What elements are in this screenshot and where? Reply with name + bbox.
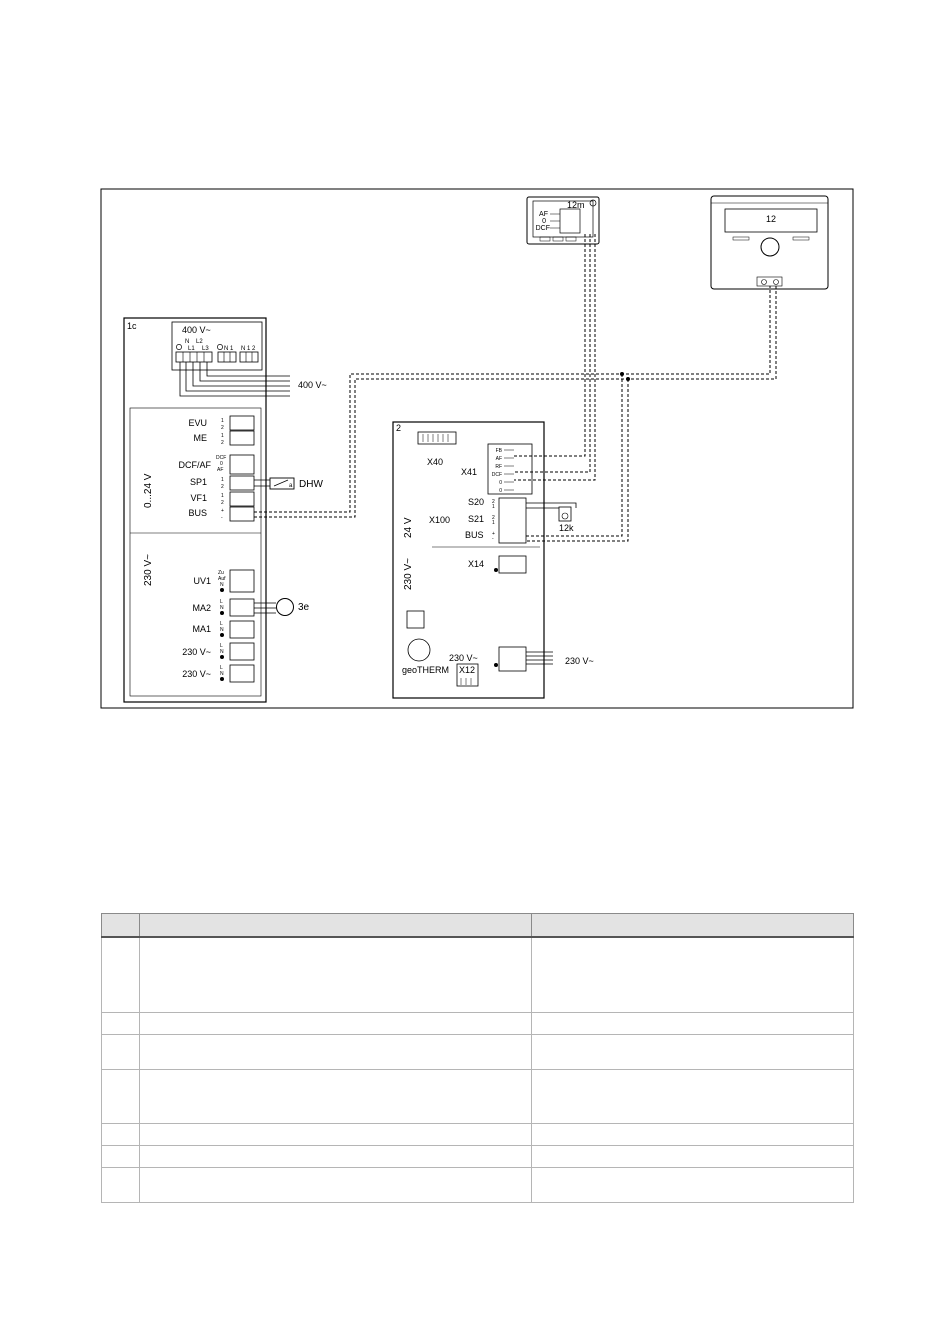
svg-text:Zu: Zu: [218, 570, 224, 576]
svg-text:N: N: [220, 605, 224, 611]
svg-text:2: 2: [221, 440, 224, 446]
terminal-label-me: ME: [193, 433, 207, 443]
terminal-label-ma2: MA2: [192, 603, 211, 613]
controller-12-label: 12: [766, 214, 777, 224]
terminal-label-uv1: UV1: [193, 576, 211, 586]
dhw-sensor: [254, 478, 323, 490]
svg-text:0: 0: [220, 461, 223, 467]
wire-junction: [620, 372, 624, 376]
svg-text:+: +: [492, 531, 495, 537]
table-header-cell: [532, 914, 854, 938]
pump-label: 3e: [298, 602, 310, 613]
terminal-row-bus: [188, 507, 254, 521]
table-row: [102, 937, 854, 1012]
power-400-label: 400 V~: [182, 325, 211, 335]
n1-terminal-block: [218, 352, 236, 362]
wire-junction: [626, 377, 630, 381]
x14-terminal-block: [499, 556, 526, 573]
remote-pin-label: 0: [542, 218, 546, 225]
table-cell: [102, 1123, 140, 1145]
ground-symbol: [217, 344, 222, 349]
feed-230-label: 230 V~: [565, 656, 594, 666]
remote-terminal-block: [560, 209, 580, 233]
x41-label: X41: [461, 467, 478, 477]
sensor-12k: [526, 503, 576, 533]
terminal-label-bus: BUS: [188, 508, 207, 518]
pump-3e: [254, 599, 310, 616]
voltage-230-box2: 230 V~: [403, 558, 414, 590]
in-230-label: 230 V~: [449, 653, 478, 663]
box-2-label: 2: [396, 423, 402, 433]
terminal-row-vf1: [190, 492, 254, 506]
table-cell: [140, 1012, 532, 1034]
svg-text:1: 1: [221, 493, 224, 499]
terminal-row-evu: [188, 416, 254, 431]
bus-label-box2: BUS: [465, 530, 484, 540]
geotherm-label: geoTHERM: [402, 665, 450, 675]
x40-label: X40: [427, 457, 444, 467]
table-header-cell: [102, 914, 140, 938]
svg-text:L: L: [220, 665, 223, 671]
terminal-label-ma1: MA1: [192, 624, 211, 634]
terminal-row-ma2: [192, 599, 254, 616]
feed-400-label: 400 V~: [298, 380, 327, 390]
svg-text:2: 2: [492, 499, 495, 505]
terminal-row-230-a: [182, 643, 254, 660]
svg-text:N: N: [220, 649, 224, 655]
svg-text:L: L: [220, 643, 223, 649]
sensor-12k-label: 12k: [559, 523, 574, 533]
table-cell: [102, 1034, 140, 1069]
table-cell: [102, 1012, 140, 1034]
table-cell: [102, 937, 140, 1012]
s20-label: S20: [468, 497, 485, 507]
table-row: [102, 1123, 854, 1145]
svg-text:Auf: Auf: [218, 576, 226, 582]
pump-icon: [277, 599, 294, 616]
remote-pin-label: AF: [539, 211, 548, 218]
control-box-1c: [124, 318, 327, 702]
table-row: [102, 1167, 854, 1202]
terminal-n1-label: N 1: [224, 346, 234, 352]
table-header-cell: [140, 914, 532, 938]
table-header-row: [102, 914, 854, 938]
terminal-label-dcf: DCF/AF: [178, 460, 211, 470]
svg-text:2: 2: [221, 484, 224, 490]
remote-12m-label: 12m: [567, 200, 585, 210]
table-cell: [532, 1123, 854, 1145]
svg-text:DCF: DCF: [216, 455, 227, 461]
table-cell: [532, 1012, 854, 1034]
table-cell: [102, 1167, 140, 1202]
svg-text:1: 1: [492, 504, 495, 510]
terminal-row-ma1: [192, 621, 254, 638]
x41-pin-label: RF: [495, 464, 502, 470]
table-cell: [102, 1069, 140, 1123]
ground-symbol: [176, 344, 181, 349]
svg-text:-: -: [221, 515, 223, 521]
svg-text:L: L: [220, 621, 223, 627]
x41-pin-label: 0: [499, 480, 502, 486]
terminal-label-230-b: 230 V~: [182, 669, 211, 679]
svg-text:N: N: [220, 627, 224, 633]
table-cell: [532, 1167, 854, 1202]
x100-terminal-block: [499, 498, 526, 543]
terminal-row-dcf: [179, 455, 255, 474]
terminal-label-sp1: SP1: [189, 477, 207, 487]
table-cell: [532, 1145, 854, 1167]
terminal-l2-label: L2: [196, 339, 203, 345]
room-controller-12: [711, 196, 828, 289]
power-terminal-block: [176, 352, 212, 362]
legend-table: [101, 913, 854, 1203]
svg-text:+: +: [221, 508, 224, 514]
svg-text:a: a: [289, 483, 293, 489]
svg-text:-: -: [492, 536, 494, 542]
display-square: [407, 611, 424, 628]
x14-label: X14: [468, 559, 485, 569]
voltage-230-label: 230 V~: [143, 554, 154, 586]
svg-text:2: 2: [221, 425, 224, 431]
x100-label: X100: [429, 515, 451, 525]
voltage-24-label: 0...24 V: [143, 473, 154, 508]
terminal-label-evu: EVU: [188, 418, 207, 428]
power-terminal-box2: [499, 647, 526, 671]
dashed-wiring: [254, 234, 776, 541]
table-cell: [140, 1069, 532, 1123]
svg-text:1: 1: [492, 520, 495, 526]
table-row: [102, 1069, 854, 1123]
table-row: [102, 1034, 854, 1069]
table-cell: [532, 1069, 854, 1123]
table-cell: [532, 937, 854, 1012]
svg-text:1: 1: [221, 433, 224, 439]
x41-pin-label: FB: [495, 448, 502, 454]
terminal-row-me: [194, 431, 255, 446]
x40-connector: [418, 432, 456, 444]
svg-text:L: L: [220, 599, 223, 605]
knob-circle: [408, 639, 430, 661]
terminal-n-label: N: [185, 339, 190, 345]
terminal-row-230-b: [182, 665, 254, 682]
table-row: [102, 1145, 854, 1167]
table-row: [102, 1012, 854, 1034]
svg-text:2: 2: [492, 515, 495, 521]
table-cell: [102, 1145, 140, 1167]
svg-text:N: N: [220, 671, 224, 677]
terminal-row-sp1: [190, 476, 254, 490]
dhw-sensor-label: DHW: [299, 479, 323, 490]
table-cell: [140, 1034, 532, 1069]
table-cell: [140, 937, 532, 1012]
terminal-label-vf1: VF1: [190, 493, 207, 503]
remote-pin-label: DCF: [535, 225, 550, 232]
voltage-24-box2: 24 V: [403, 517, 414, 538]
terminal-n12-label: N 1 2: [241, 346, 256, 352]
svg-text:1: 1: [221, 477, 224, 483]
terminal-l1-label: L1: [188, 346, 195, 352]
svg-text:N: N: [220, 582, 224, 588]
remote-control-12m: [527, 197, 599, 244]
terminal-row-uv1: [193, 570, 254, 592]
table-cell: [140, 1145, 532, 1167]
box-1c-label: 1c: [127, 321, 137, 331]
svg-text:1: 1: [221, 418, 224, 424]
power-feed-wires: [180, 362, 290, 396]
n12-terminal-block: [240, 352, 258, 362]
svg-text:AF: AF: [217, 467, 224, 473]
x41-pin-label: 0: [499, 488, 502, 494]
x41-pin-label: DCF: [491, 472, 502, 478]
svg-text:2: 2: [221, 500, 224, 506]
s21-label: S21: [468, 514, 485, 524]
table-cell: [140, 1123, 532, 1145]
table-cell: [532, 1034, 854, 1069]
x41-pin-label: AF: [495, 456, 502, 462]
terminal-label-230-a: 230 V~: [182, 647, 211, 657]
heat-pump-box-2: [393, 422, 594, 698]
table-cell: [140, 1167, 532, 1202]
terminal-l3-label: L3: [202, 346, 209, 352]
x12-label: X12: [459, 665, 476, 675]
